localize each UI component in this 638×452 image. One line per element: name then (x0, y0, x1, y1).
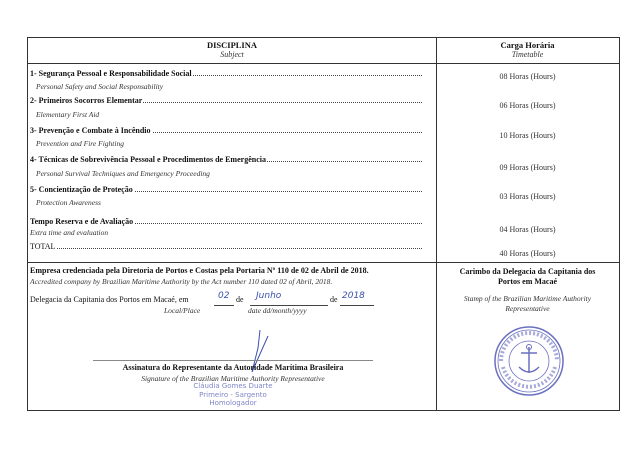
certificate-table (27, 37, 620, 411)
handwritten-day: 02 (218, 291, 230, 301)
signer-rank: Primeiro - Sargento (199, 391, 267, 399)
subject-1-hours: 08 Horas (Hours) (499, 72, 556, 81)
hours-header: Carga Horária (500, 40, 555, 50)
de-label-1: de (236, 295, 244, 304)
bleed-through-text (10, 2, 630, 12)
reserve-time-row: Tempo Reserva e de Avaliação (30, 217, 428, 226)
subject-2-hours: 06 Horas (Hours) (499, 101, 556, 110)
subject-5-english: Protection Awareness (36, 198, 101, 207)
certification-divider (28, 262, 619, 263)
signature-line (93, 360, 373, 361)
reserve-time-english: Extra time and evaluation (30, 228, 109, 237)
subject-row-3: 3- Prevenção e Combate à Incêndio (30, 126, 428, 135)
stamp-box-sub-1: Stamp of the Brazilian Maritime Authority (463, 294, 592, 303)
date-format-caption: date dd/month/yyyy (248, 306, 307, 315)
accreditation-statement-english: Accredited company by Brazilian Maritime Authority by the Act number 110 dated 02 of Abril, 2018. (30, 277, 333, 286)
subject-row-2: 2- Primeiros Socorros Elementar (30, 96, 428, 105)
signer-role: Homologador (209, 399, 257, 407)
reserve-time-hours: 04 Horas (Hours) (499, 225, 556, 234)
handwritten-month: Junho (256, 291, 282, 301)
local-place-caption: Local/Place (164, 306, 201, 315)
total-row: TOTAL (30, 242, 428, 251)
subject-2-english: Elementary First Aid (36, 110, 100, 119)
header-divider (28, 63, 619, 64)
subject-4-hours: 09 Horas (Hours) (499, 163, 556, 172)
day-underline (214, 305, 234, 306)
signature-subtitle: Signature of the Brazilian Maritime Authority Representative (141, 374, 325, 383)
hours-subheader: Timetable (511, 50, 544, 59)
discipline-subheader: Subject (220, 50, 244, 59)
subject-row-4: 4- Técnicas de Sobrevivência Pessoal e Procedimentos de Emergência (30, 155, 428, 164)
subject-row-5: 5- Concientização de Proteção (30, 185, 428, 194)
total-hours: 40 Horas (Hours) (499, 249, 556, 258)
stamp-box-title-1: Carimbo da Delegacia da Capitania dos (459, 267, 596, 276)
subject-5-hours: 03 Horas (Hours) (499, 192, 556, 201)
stamp-box-title-2: Portos em Macaé (497, 277, 558, 286)
subject-3-hours: 10 Horas (Hours) (499, 131, 556, 140)
year-underline (340, 305, 374, 306)
handwritten-year: 2018 (342, 291, 365, 301)
column-divider (436, 38, 437, 410)
signature-title: Assinatura do Representante da Autoridade Marítima Brasileira (122, 363, 344, 372)
subject-4-english: Personal Survival Techniques and Emergency Proceeding (36, 169, 210, 178)
official-seal-icon (493, 325, 565, 397)
accreditation-statement: Empresa credenciada pela Diretoria de Portos e Costas pela Portaria Nº 110 de 02 de Abril de 2018. (30, 266, 369, 275)
subject-3-english: Prevention and Fire Fighting (36, 139, 124, 148)
subject-1-english: Personal Safety and Social Responsability (36, 82, 164, 91)
subject-row-1: 1- Segurança Pessoal e Responsabilidade Social (30, 69, 428, 78)
de-label-2: de (330, 295, 338, 304)
place-line-prefix: Delegacia da Capitania dos Portos em Macaé, em (30, 295, 189, 304)
discipline-header: DISCIPLINA (206, 40, 258, 50)
signer-name: Cláudia Gomes Duarte (193, 382, 273, 390)
stamp-box-sub-2: Representative (505, 304, 550, 313)
